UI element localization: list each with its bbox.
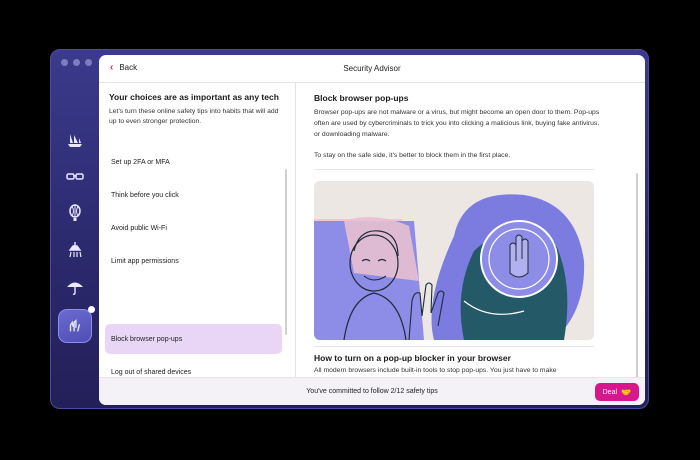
ship-icon[interactable] <box>63 128 87 152</box>
tip-label: Set up 2FA or MFA <box>111 158 170 166</box>
howto-title: How to turn on a pop-up blocker in your browser <box>314 353 511 363</box>
toolbar <box>99 55 645 83</box>
tips-list-pane <box>99 83 296 377</box>
glasses-icon[interactable] <box>63 165 87 189</box>
handshake-icon: 🤝 <box>621 387 631 397</box>
tip-label: Avoid public Wi-Fi <box>111 224 167 232</box>
commitment-status: You've committed to follow 2/12 safety tips <box>306 388 438 395</box>
footer-bar <box>99 377 645 405</box>
tip-label: Limit app permissions <box>111 257 179 265</box>
detail-paragraph: Browser pop-ups are not malware or a virus, but might become an open door to them. Pop-ups often are used by cybercriminals to trick you into clicking a malicious link, buying fake antivirus, or downloading malware. <box>314 109 600 138</box>
left-scrollbar[interactable] <box>285 169 287 335</box>
app-window <box>50 49 649 409</box>
divider <box>314 346 594 347</box>
tip-item[interactable] <box>105 246 282 276</box>
tips-heading: Your choices are as important as any tech <box>109 92 279 102</box>
deal-button[interactable] <box>595 383 639 401</box>
tips-intro: Let's turn these online safety tips into habits that will add up to even stronger protection. <box>109 108 279 125</box>
howto-text: All modern browsers include built-in tools to stop pop-ups. You just have to make <box>314 367 557 374</box>
balloon-icon[interactable] <box>63 201 87 225</box>
chevron-left-icon: ‹ <box>110 61 114 73</box>
shower-icon[interactable] <box>63 238 87 262</box>
tip-item[interactable] <box>105 147 282 177</box>
tip-item-selected[interactable] <box>105 324 282 354</box>
tip-detail-pane <box>296 83 645 377</box>
detail-title: Block browser pop-ups <box>314 93 409 103</box>
main-panel <box>99 55 645 405</box>
notification-dot <box>88 306 95 313</box>
tip-label: Block browser pop-ups <box>111 335 183 343</box>
deal-label: Deal <box>602 388 618 396</box>
tip-item[interactable] <box>105 180 282 210</box>
sidebar <box>51 50 99 408</box>
stop-popup-illustration <box>314 181 594 340</box>
divider <box>314 169 594 170</box>
detail-paragraph: To stay on the safe side, it's better to block them in the first place. <box>314 152 511 159</box>
tip-label: Log out of shared devices <box>111 368 192 376</box>
shield-hands-icon[interactable] <box>58 309 92 343</box>
right-scrollbar[interactable] <box>636 173 638 377</box>
tip-item[interactable] <box>105 213 282 243</box>
umbrella-icon[interactable] <box>63 275 87 299</box>
back-label: Back <box>119 63 138 72</box>
tip-label: Think before you click <box>111 191 179 199</box>
page-title: Security Advisor <box>343 64 401 73</box>
